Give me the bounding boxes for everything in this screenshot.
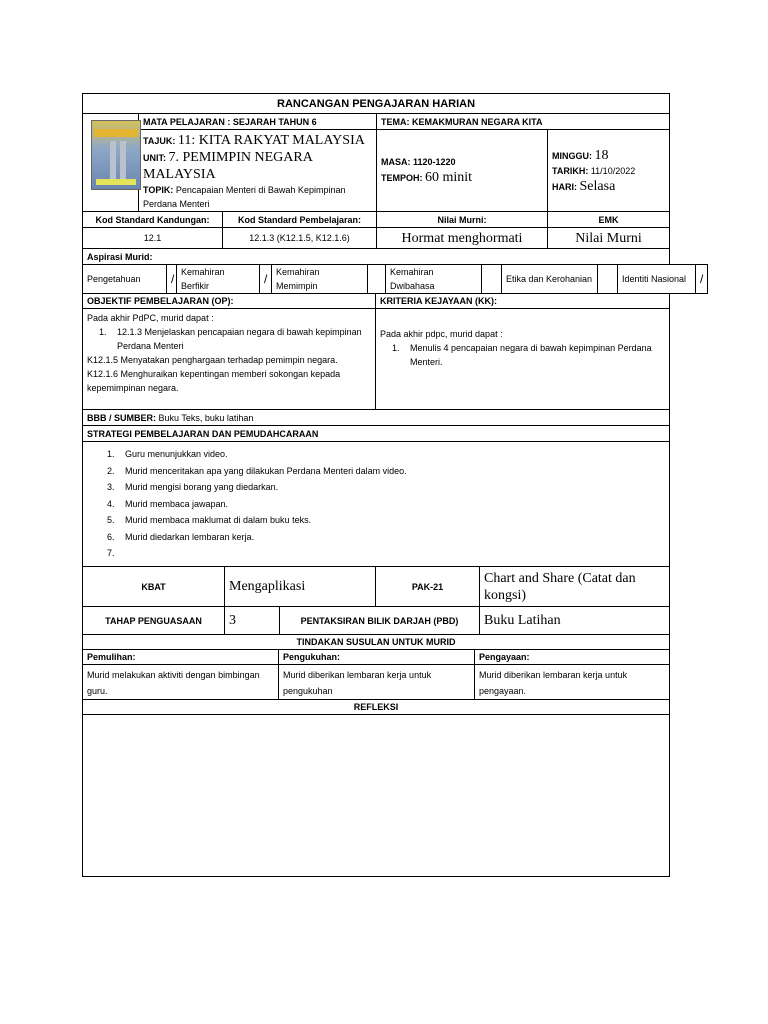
aspirasi-memimpin-label: Kemahiran Memimpin	[272, 265, 368, 294]
strategi-step: 5. Murid membaca maklumat di dalam buku teks.	[117, 512, 665, 529]
unit-label: UNIT:	[143, 153, 166, 163]
theme-label: TEMA: KEMAKMURAN NEGARA KITA	[377, 114, 670, 130]
aspirasi-berfikir-label: Kemahiran Berfikir	[177, 265, 260, 294]
minggu-value: 18	[594, 147, 609, 163]
aspirasi-pengetahuan-mark: /	[167, 265, 177, 294]
pak-label: PAK-21	[376, 567, 480, 607]
aspirasi-dwibahasa-mark	[482, 265, 502, 294]
tempoh-value: 60 minit	[425, 170, 473, 185]
kbat-label: KBAT	[83, 567, 225, 607]
textbook-cover-cell	[83, 114, 139, 212]
aspirasi-memimpin-mark	[368, 265, 386, 294]
tarikh-label: TARIKH:	[552, 165, 589, 176]
textbook-cover-image	[91, 120, 141, 190]
strategi-header: STRATEGI PEMBELAJARAN DAN PEMUDAHCARAAN	[83, 426, 670, 442]
pbd-value: Buku Latihan	[480, 607, 670, 635]
subject-label: MATA PELAJARAN : SEJARAH TAHUN 6	[139, 114, 377, 130]
aspirasi-etika-mark	[598, 265, 618, 294]
strategi-step: 1. Guru menunjukkan video.	[117, 446, 665, 463]
bbb-value: Buku Teks, buku latihan	[158, 412, 254, 423]
minggu-label: MINGGU:	[552, 150, 592, 161]
strategi-step: 6. Murid diedarkan lembaran kerja.	[117, 529, 665, 546]
pemulihan-label: Pemulihan:	[83, 650, 279, 665]
ksp-header: Kod Standard Pembelajaran:	[223, 212, 377, 228]
hari-value: Selasa	[579, 178, 616, 194]
kk-item: 1. Menulis 4 pencapaian negara di bawah kepimpinan Perdana Menteri.	[402, 341, 665, 369]
pak-value: Chart and Share (Catat dan kongsi)	[480, 567, 670, 607]
pengukuhan-label: Pengukuhan:	[279, 650, 475, 665]
lesson-plan-form	[82, 93, 704, 907]
masa-value: 1120-1220	[413, 157, 456, 167]
followup-table	[82, 634, 670, 877]
emk-value: Nilai Murni	[548, 228, 670, 249]
strategi-step: 2. Murid menceritakan apa yang dilakukan Perdana Menteri dalam video.	[117, 463, 665, 480]
tindakan-header: TINDAKAN SUSULAN UNTUK MURID	[83, 635, 670, 650]
tahap-label: TAHAP PENGUASAAN	[83, 607, 225, 635]
topik-label: TOPIK:	[143, 185, 174, 195]
aspirasi-dwibahasa-label: Kemahiran Dwibahasa	[386, 265, 482, 294]
lesson-plan-table	[82, 93, 670, 265]
tahap-value: 3	[225, 607, 280, 635]
strategi-step: 4. Murid membaca jawapan.	[117, 496, 665, 513]
kk-header: KRITERIA KEJAYAAN (KK):	[376, 294, 670, 309]
tajuk-label: TAJUK:	[143, 136, 176, 146]
kbat-value: Mengaplikasi	[225, 567, 376, 607]
pemulihan-value: Murid melakukan aktiviti dengan bimbingan guru.	[83, 665, 279, 700]
ksp-value: 12.1.3 (K12.1.5, K12.1.6)	[223, 228, 377, 249]
strategi-step: 3. Murid mengisi borang yang diedarkan.	[117, 479, 665, 496]
op-k2: K12.1.6 Menghuraikan kepentingan memberi sokongan kepada kepemimpinan negara.	[87, 369, 341, 393]
op-item: 1. 12.1.3 Menjelaskan pencapaian negara di bawah kepimpinan Perdana Menteri	[109, 325, 371, 353]
aspirasi-pengetahuan-label: Pengetahuan	[83, 265, 167, 294]
ksk-value: 12.1	[83, 228, 223, 249]
tarikh-value: 11/10/2022	[590, 165, 636, 176]
unit-value: 7. PEMIMPIN NEGARA MALAYSIA	[143, 150, 313, 182]
ksk-header: Kod Standard Kandungan:	[83, 212, 223, 228]
aspirasi-table	[82, 264, 708, 294]
kk-content	[376, 309, 670, 410]
kk-intro: Pada akhir pdpc, murid dapat :	[380, 329, 503, 339]
bbb-row	[83, 410, 670, 426]
masa-label: MASA:	[381, 157, 411, 167]
op-header: OBJEKTIF PEMBELAJARAN (OP):	[83, 294, 376, 309]
aspirasi-berfikir-mark: /	[260, 265, 272, 294]
aspirasi-identiti-label: Identiti Nasional	[618, 265, 696, 294]
date-cell	[548, 130, 670, 212]
tempoh-label: TEMPOH:	[381, 173, 423, 183]
op-intro: Pada akhir PdPC, murid dapat :	[87, 313, 214, 323]
refleksi-header: REFLEKSI	[83, 700, 670, 715]
pengukuhan-value: Murid diberikan lembaran kerja untuk pengukuhan	[279, 665, 475, 700]
emk-header: EMK	[548, 212, 670, 228]
strategi-content	[83, 442, 670, 567]
aspirasi-identiti-mark: /	[696, 265, 708, 294]
aspirasi-label: Aspirasi Murid:	[83, 249, 670, 265]
document-title: RANCANGAN PENGAJARAN HARIAN	[83, 94, 670, 114]
strategi-step	[117, 545, 665, 562]
op-k1: K12.1.5 Menyatakan penghargaan terhadap pemimpin negara.	[87, 355, 338, 365]
topic-cell	[139, 130, 377, 212]
aspirasi-etika-label: Etika dan Kerohanian	[502, 265, 598, 294]
mastery-table	[82, 606, 670, 635]
nilai-value: Hormat menghormati	[377, 228, 548, 249]
op-content	[83, 309, 376, 410]
objective-table	[82, 293, 670, 567]
bbb-label: BBB / SUMBER:	[87, 412, 156, 423]
pbd-label: PENTAKSIRAN BILIK DARJAH (PBD)	[280, 607, 480, 635]
time-cell	[377, 130, 548, 212]
hari-label: HARI:	[552, 181, 577, 192]
tajuk-value: 11: KITA RAKYAT MALAYSIA	[177, 133, 365, 148]
pengayaan-label: Pengayaan:	[475, 650, 670, 665]
assessment-table	[82, 566, 670, 607]
refleksi-content	[83, 715, 670, 877]
pengayaan-value: Murid diberikan lembaran kerja untuk pengayaan.	[475, 665, 670, 700]
nilai-header: Nilai Murni:	[377, 212, 548, 228]
topik-value: Pencapaian Menteri di Bawah Kepimpinan Perdana Menteri	[143, 185, 346, 209]
